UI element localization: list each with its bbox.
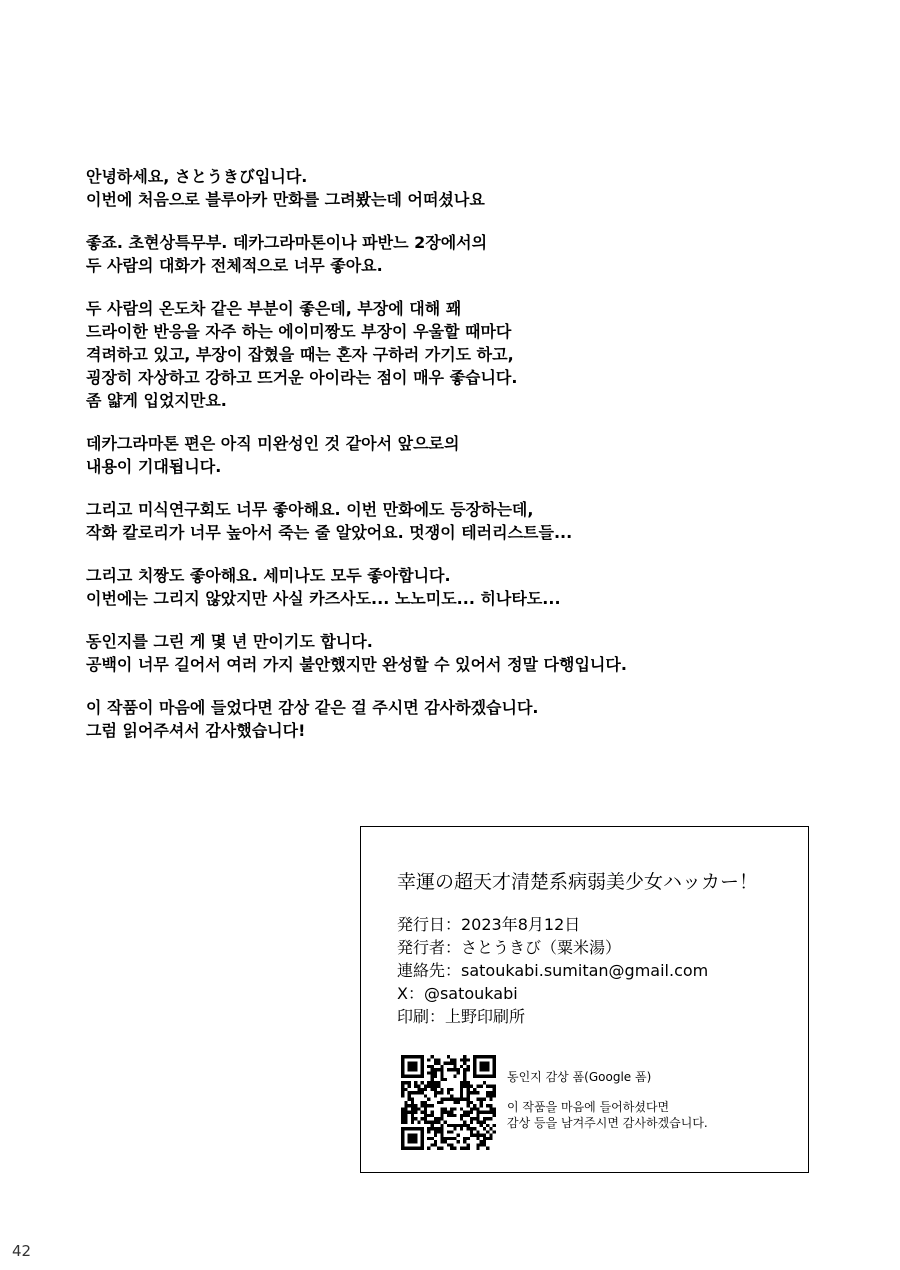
text-line: 좋죠. 초현상특무부. 데카그라마톤이나 파반느 2장에서의 [86,233,488,252]
afterword-paragraph [86,564,706,610]
text-line: 안녕하세요, さとうきび입니다. [86,167,308,186]
printer: 印刷：上野印刷所 [397,1007,526,1026]
colophon-box [360,826,809,1173]
text-line: 두 사람의 온도차 같은 부분이 좋은데, 부장에 대해 꽤 [86,299,462,318]
qr-code-icon[interactable] [401,1055,496,1150]
publication-info [397,913,708,1028]
text-line: 공백이 너무 길어서 여러 가지 불안했지만 완성할 수 있어서 정말 다행입니다. [86,655,627,674]
x-account: X：@satoukabi [397,984,518,1003]
afterword-paragraph [86,432,706,478]
text-line: 이 작품이 마음에 들었다면 감상 같은 걸 주시면 감사하겠습니다. [86,698,539,717]
form-title: 동인지 감상 폼(Google 폼) [507,1070,652,1084]
form-text-line: 감상 등을 남겨주시면 감사하겠습니다. [507,1116,708,1130]
book-title: 幸運の超天才清楚系病弱美少女ハッカー！ [397,871,759,893]
text-line: 이번에는 그리지 않았지만 사실 카즈사도... 노노미도... 히나타도... [86,589,561,608]
text-line: 이번에 처음으로 블루아카 만화를 그려봤는데 어떠셨나요 [86,190,485,209]
publisher: 発行者：さとうきび（粟米湯） [397,938,622,957]
contact-email: 連絡先：satoukabi.sumitan@gmail.com [397,961,709,980]
afterword-paragraph [86,630,706,676]
afterword-paragraph [86,696,706,742]
text-line: 그리고 치짱도 좋아해요. 세미나도 모두 좋아합니다. [86,566,451,585]
text-line: 드라이한 반응을 자주 하는 에이미짱도 부장이 우울할 때마다 [86,322,512,341]
afterword-paragraph [86,231,706,277]
text-line: 작화 칼로리가 너무 높아서 죽는 줄 알았어요. 멋쟁이 테러리스트들... [86,523,573,542]
afterword-text [86,165,706,762]
page-number: 42 [12,1242,32,1260]
text-line: 데카그라마톤 편은 아직 미완성인 것 같아서 앞으로의 [86,434,460,453]
afterword-paragraph [86,165,706,211]
afterword-paragraph [86,498,706,544]
form-text-line: 이 작품을 마음에 들어하셨다면 [507,1100,670,1114]
text-line: 동인지를 그린 게 몇 년 만이기도 합니다. [86,632,373,651]
text-line: 격려하고 있고, 부장이 잡혔을 때는 혼자 구하러 가기도 하고, [86,345,514,364]
text-line: 굉장히 자상하고 강하고 뜨거운 아이라는 점이 매우 좋습니다. [86,368,518,387]
text-line: 그럼 읽어주셔서 감사했습니다! [86,721,306,740]
text-line: 두 사람의 대화가 전체적으로 너무 좋아요. [86,256,383,275]
feedback-form-info [507,1069,708,1131]
text-line: 그리고 미식연구회도 너무 좋아해요. 이번 만화에도 등장하는데, [86,500,534,519]
issue-date: 発行日：2023年8月12日 [397,915,581,934]
afterword-paragraph [86,297,706,412]
text-line: 내용이 기대됩니다. [86,457,222,476]
text-line: 좀 얇게 입었지만요. [86,391,227,410]
